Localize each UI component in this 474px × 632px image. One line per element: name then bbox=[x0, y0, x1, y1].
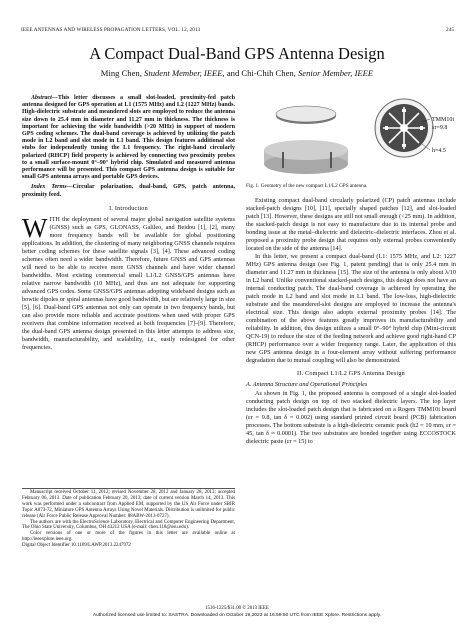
right-paragraph-3: As shown in Fig. 1, the proposed antenna is composed of a single slot-loaded conducting patch design on top of two stacked dielectric layers. The top layer includes the slot-loaded patch design that is fabricated on a Rogers TMM10i board (εr = 9.8, tan δ = 0.002) using standard printed circuit board (PCB) fabrication processes. The bottom substrate is a high-dielectric ceramic puck (h2 = 10 mm, εr = 45, tan δ ≈ 0.0001). The two substrates are bonded together using ECCOSTOCK dielectric paste (εr = 15) to bbox=[246, 390, 456, 446]
license-line: Authorized licensed use limited to: SASTRA. Downloaded on October 19,2023 at 16:59:50 UTC from IEEE Xplore. Restrictions apply. bbox=[92, 613, 382, 618]
index-terms bbox=[22, 184, 235, 198]
ceramic-puck-top bbox=[264, 140, 348, 160]
label-h: h=4.5 bbox=[432, 148, 446, 154]
label-er: εr=9.8 bbox=[432, 125, 448, 131]
author-1-role: Student Member, IEEE, bbox=[144, 68, 225, 78]
index-terms-text: Circular polarization, dual-band, GPS, patch antenna, proximity feed. bbox=[22, 184, 235, 198]
footnote-authors: The authors are with the ElectroScience Laboratory, Electrical and Computer Engineering Department, The Ohio State University, Columbus, OH 43212 USA (e-mail: chen.118@osu.edu). bbox=[22, 519, 235, 531]
section-1-heading: I. Introduction bbox=[109, 204, 148, 212]
patch-board-top bbox=[276, 106, 336, 122]
drop-cap: W bbox=[22, 212, 48, 243]
probe-2 bbox=[330, 152, 332, 168]
abstract bbox=[22, 95, 235, 181]
label-material: TMM10i bbox=[432, 117, 455, 123]
footnote-manuscript: Manuscript received October 11, 2012; revised November 28, 2012 and January 28, 2013; accepted February 06, 2013. Date of publication February 20, 2013; date of current version March 14, 2013. This work was performed under a subcontract from Applied EM, supported by the US Air Force under SBIR Topic A073-72, Miniature GPS Antenna Arrays Using Novel Materials. Distribution is unlimited for public release (Air Force Public Release Approval Number: 88ABW-2013-0727). bbox=[22, 490, 235, 519]
section-2-heading: II. Compact L1/L2 GPS Antenna Design bbox=[297, 370, 405, 378]
paper-title: A Compact Dual-Band GPS Antenna Design bbox=[89, 44, 385, 63]
right-paragraph-2: In this letter, we present a compact dual-band (L1: 1575 MHz, and L2: 1227 MHz) GPS antenna design (see Fig. 1, patent pending) that is only 25.4 mm in diameter and 11.27 mm in thickness [15]. The size of the antenna is only about λ/10 in L2 band. Unlike conventional stacked-patch designs, this design does not have an internal conducting patch. The dual-band coverage is achieved by operating the patch mode in L2 band and slot mode in L1 band. The low-loss, high-dielectric substrate and the meandered-slot designs are employed to increase the antenna's electrical size. This design also adopts external proximity probes [14]. The combination of the above features greatly improves its manufacturability and reliability. In addition, this design utilizes a small 0°–90° hybrid chip (Mini-circuit QCN-19) to reduce the size of the feeding network and achieve good right-hand CP (RHCP) performance over a wider frequency range. Later, the application of this new GPS antenna design in a four-element array without suffering performance degradation due to mutual coupling will also be demonstrated. bbox=[246, 253, 456, 365]
abstract-label: Abstract— bbox=[31, 95, 58, 101]
footnote-color: Color versions of one or more of the figures in this letter are available online at http://ieeexplore.ieee.org. bbox=[22, 531, 235, 543]
right-paragraph-1: Existing compact dual-band circularly polarized (CP) patch antennas include stacked-patch designs [10], [11], specially shaped patches [12], and slot-loaded patch [13]. However, these designs are still not small enough (<25 mm). In addition, the stacked-patch design is not easy to manufacture due to its internal probe and bonding issue at the metal–dielectric and dielectric–dielectric interfaces. Zhou et al. proposed a proximity probe design that requires only external probes conveniently located on the side of the antenna [14]. bbox=[246, 197, 456, 253]
right-column bbox=[246, 197, 456, 446]
footnote-divider bbox=[22, 488, 235, 489]
abstract-text: This letter discusses a small slot-loaded, proximity-fed patch antenna designed for GPS operation at L1 (1575 MHz) and L2 (1227 MHz) bands. High-dielectric substrate and meandered slots are employed to reduce the antenna size down to 25.4 mm in diameter and 11.27 mm in thickness. The thickness is important for achieving the wide bandwidth (>20 MHz) in support of modern GPS coding schemes. The dual-band coverage is achieved by utilizing the patch mode in L2 band and slot mode in L1 band. This design features additional slot stubs for independently tuning the L1 frequency. The right-hand circularly polarized (RHCP) field property is achieved by connecting two proximity probes to a small surface-mount 0°–90° hybrid chip. Simulated and measured antenna performance will be presented. This compact GPS antenna design is suitable for small GPS antenna arrays and portable GPS devices. bbox=[22, 95, 235, 181]
subsection-a-heading: A. Antenna Structure and Operational Principles bbox=[246, 381, 368, 389]
author-2: and Chi-Chih Chen, bbox=[226, 68, 296, 78]
page-number: 245 bbox=[446, 27, 455, 33]
index-terms-label: Index Terms— bbox=[31, 184, 73, 191]
author-1: Ming Chen, bbox=[100, 68, 142, 78]
issn-line: 1536-1225/$31.00 © 2013 IEEE bbox=[205, 606, 269, 611]
author-2-role: Senior Member, IEEE bbox=[298, 68, 374, 78]
left-column bbox=[22, 95, 235, 352]
center-hole bbox=[400, 124, 408, 132]
journal-header: IEEE ANTENNAS AND WIRELESS PROPAGATION LETTERS, VOL. 12, 2013 bbox=[21, 27, 201, 33]
footnote-block bbox=[22, 490, 235, 549]
intro-paragraph bbox=[22, 212, 235, 352]
footnote-doi: Digital Object Identifier 10.1109/LAWP.2013.2247972 bbox=[22, 543, 131, 549]
antenna-geometry-image bbox=[246, 92, 456, 178]
author-line bbox=[0, 68, 474, 78]
probe-1 bbox=[282, 152, 284, 168]
figure-1 bbox=[246, 92, 456, 178]
figure-1-caption: Fig. 1. Geometry of the new compact L1/L2 GPS antenna. bbox=[246, 183, 368, 189]
intro-text: ITH the deployment of several major global navigation satellite systems (GNSS) such as GPS, GLONASS, Galileo, and Beidou [1], [2], many more frequency bands will be available for global positioning applications. In addition, the clustering of many neighboring GNSS channels requires better coding schemes for these satellite signals [3], [4]. These advanced coding schemes often need a wider bandwidth. Therefore, future GNSS and GPS antennas will need to be able to receive more GNSS channels and have wider channel bandwidths. Most existing commercial small L1/L2 GNSS/GPS antennas have relative narrow bandwidth (10 MHz), and thus are not adequate for supporting advanced GPS codes. Some GNSS/GPS antennas adopting wideband designs such as bowtie dipoles or spiral antennas have good bandwidth, but are relatively large in size [5], [6]. Dual-band GPS antennas not only can operate in two frequency bands, but can also provide more reliable and accurate positions when used with proper GPS receivers that combine information received at both frequencies [7]–[9]. Therefore, the dual-band GPS antenna design presented in this letter attempts to address size, bandwidth, manufacturability, and scalability, i.e., easily redesigned for other frequencies. bbox=[22, 215, 235, 352]
